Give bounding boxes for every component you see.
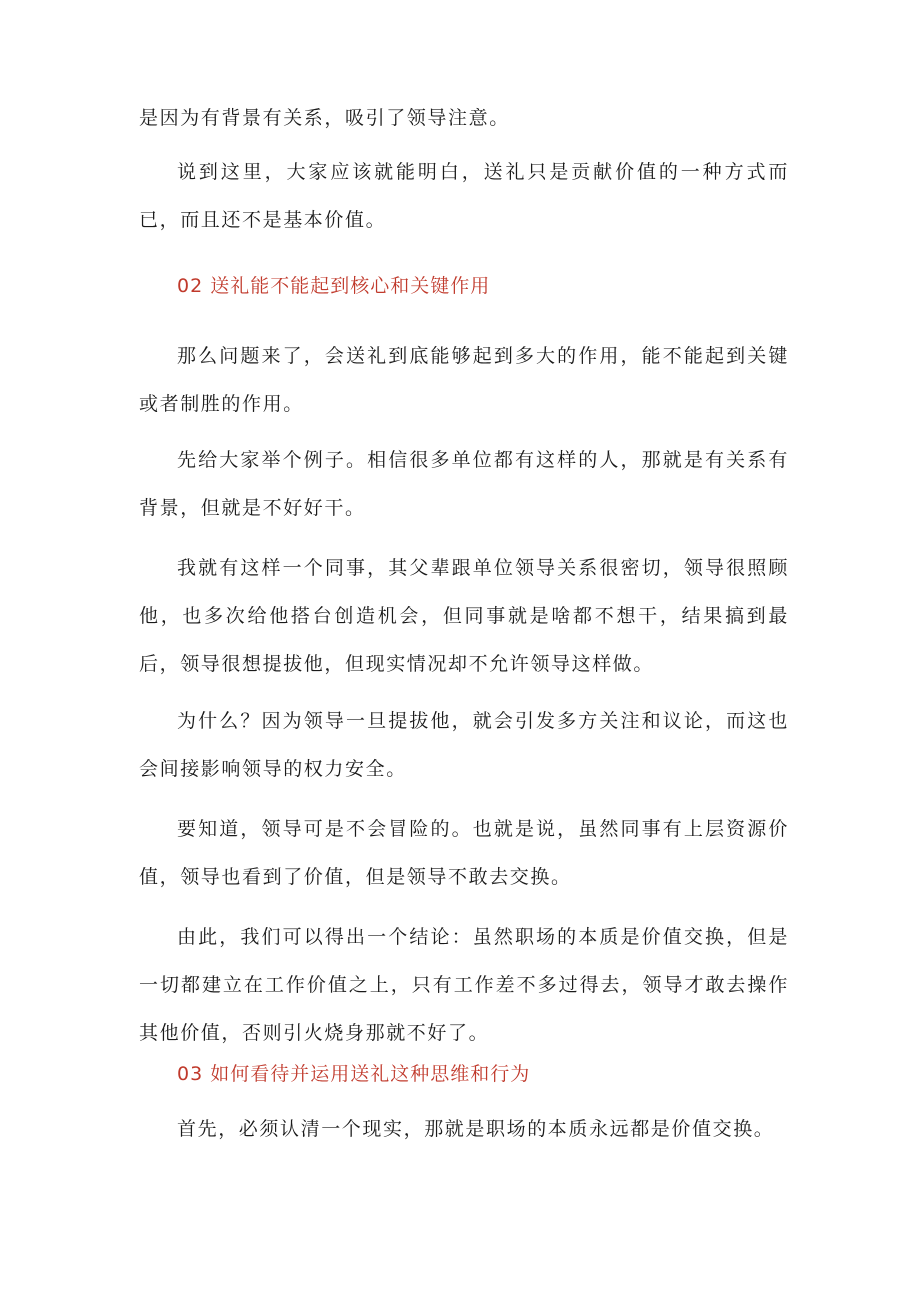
paragraph: 那么问题来了，会送礼到底能够起到多大的作用，能不能起到关键或者制胜的作用。 <box>139 345 789 415</box>
paragraph: 首先，必须认清一个现实，那就是职场的本质永远都是价值交换。 <box>177 1118 775 1140</box>
paragraph: 先给大家举个例子。相信很多单位都有这样的人，那就是有关系有背景，但就是不好好干。 <box>139 449 789 519</box>
paragraph: 为什么？因为领导一旦提拔他，就会引发多方关注和议论，而这也会间接影响领导的权力安全。 <box>139 710 789 780</box>
paragraph: 由此，我们可以得出一个结论：虽然职场的本质是价值交换，但是一切都建立在工作价值之上，只有工作差不多过得去，领导才敢去操作其他价值，否则引火烧身那就不好了。 <box>139 926 789 1044</box>
paragraph: 我就有这样一个同事，其父辈跟单位领导关系很密切，领导很照顾他，也多次给他搭台创造机会，但同事就是啥都不想干，结果搞到最后，领导很想提拔他，但现实情况却不允许领导这样做。 <box>139 557 789 675</box>
paragraph: 说到这里，大家应该就能明白，送礼只是贡献价值的一种方式而已，而且还不是基本价值。 <box>139 161 789 231</box>
paragraph-continued: 是因为有背景有关系，吸引了领导注意。 <box>139 107 510 129</box>
paragraph: 要知道，领导可是不会冒险的。也就是说，虽然同事有上层资源价值，领导也看到了价值，但是领导不敢去交换。 <box>139 818 789 888</box>
section-heading-02: 02 送礼能不能起到核心和关键作用 <box>177 275 491 297</box>
section-heading-03: 03 如何看待并运用送礼这种思维和行为 <box>177 1063 531 1085</box>
